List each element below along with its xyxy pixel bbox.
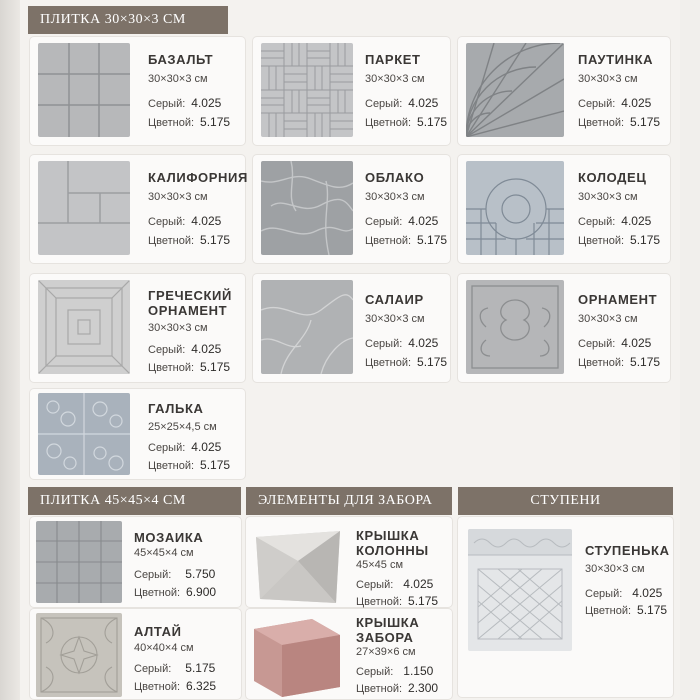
product-name: МОЗАИКА: [134, 530, 204, 545]
price-grey: Серый: 4.025: [356, 577, 434, 591]
price-color: Цветной: 5.175: [148, 360, 231, 374]
section-header-tile45: ПЛИТКА 45×45×4 СМ: [28, 487, 241, 515]
product-card-altay[interactable]: [30, 609, 241, 699]
product-name: ПАУТИНКА: [578, 52, 654, 67]
product-size: 30×30×3 см: [578, 191, 638, 203]
price-grey: Серый: 4.025: [148, 342, 222, 356]
price-color: Цветной: 5.175: [578, 233, 661, 247]
price-color: Цветной: 5.175: [356, 594, 439, 608]
price-color: Цветной: 5.175: [578, 355, 661, 369]
oblako-tile-image: [261, 161, 353, 255]
price-grey: Серый: 4.025: [365, 214, 439, 228]
product-name: САЛАИР: [365, 292, 424, 307]
grecheskiy-tile-image: [38, 280, 130, 374]
section-header-tile30: ПЛИТКА 30×30×3 СМ: [28, 6, 228, 34]
price-grey: Серый: 5.175: [134, 661, 216, 675]
product-name: ГАЛЬКА: [148, 401, 204, 416]
altay-tile-image: [36, 613, 122, 697]
section-header-steps: СТУПЕНИ: [458, 487, 673, 515]
price-color: Цветной: 5.175: [148, 233, 231, 247]
price-grey: Серый: 4.025: [578, 214, 652, 228]
salair-tile-image: [261, 280, 353, 374]
product-name: БАЗАЛЬТ: [148, 52, 214, 67]
product-size: 30×30×3 см: [585, 563, 645, 575]
page-edge: [0, 0, 20, 700]
price-grey: Серый: 4.025: [148, 96, 222, 110]
parket-tile-image: [261, 43, 353, 137]
bazalt-tile-image: [38, 43, 130, 137]
kryshka-zabora-image: [252, 615, 344, 697]
product-size: 30×30×3 см: [148, 73, 208, 85]
product-size: 25×25×4,5 см: [148, 421, 217, 433]
ornament-tile-image: [466, 280, 564, 374]
product-name: ОРНАМЕНТ: [578, 292, 658, 307]
kryshka-kolonny-image: [252, 521, 344, 607]
product-size: 40×40×4 см: [134, 642, 194, 654]
product-size: 30×30×3 см: [365, 73, 425, 85]
product-size: 30×30×3 см: [365, 313, 425, 325]
product-size: 45×45×4 см: [134, 547, 194, 559]
product-name: КРЫШКА КОЛОННЫ: [356, 528, 429, 558]
stupenka-image: [468, 529, 572, 651]
price-color: Цветной: 6.325: [134, 679, 217, 693]
price-grey: Серый: 4.025: [365, 336, 439, 350]
product-name: ПАРКЕТ: [365, 52, 421, 67]
price-color: Цветной: 5.175: [365, 115, 448, 129]
price-color: Цветной: 5.175: [585, 603, 668, 617]
product-size: 45×45 см: [356, 559, 404, 571]
galka-tile-image: [38, 393, 130, 475]
product-card-galka[interactable]: [30, 389, 245, 479]
product-card-kalifornia[interactable]: [30, 155, 248, 263]
product-card-ornament[interactable]: [458, 274, 670, 382]
section-header-fence: ЭЛЕМЕНТЫ ДЛЯ ЗАБОРА: [246, 487, 452, 515]
price-grey: Серый: 4.025: [365, 96, 439, 110]
price-color: Цветной: 6.900: [134, 585, 217, 599]
price-grey: Серый: 4.025: [578, 96, 652, 110]
product-size: 30×30×3 см: [148, 322, 208, 334]
product-name: КРЫШКА ЗАБОРА: [356, 615, 420, 645]
price-color: Цветной: 5.175: [148, 458, 231, 472]
price-grey: Серый: 4.025: [578, 336, 652, 350]
product-name: ГРЕЧЕСКИЙ ОРНАМЕНТ: [148, 288, 232, 318]
price-color: Цветной: 5.175: [578, 115, 661, 129]
product-card-stupenka[interactable]: [458, 517, 673, 697]
product-name: КАЛИФОРНИЯ: [148, 170, 248, 185]
product-size: 30×30×3 см: [365, 191, 425, 203]
product-size: 27×39×6 см: [356, 646, 416, 658]
product-card-pautinka[interactable]: [458, 37, 670, 145]
product-card-grecheskiy[interactable]: [30, 274, 245, 382]
product-size: 30×30×3 см: [578, 73, 638, 85]
price-color: Цветной: 5.175: [365, 355, 448, 369]
product-card-mozaika[interactable]: [30, 517, 241, 607]
product-name: ОБЛАКО: [365, 170, 425, 185]
product-card-kolodec[interactable]: [458, 155, 670, 263]
product-card-kryshka-zabora[interactable]: [246, 609, 452, 699]
product-card-salair[interactable]: [253, 274, 450, 382]
price-color: Цветной: 5.175: [365, 233, 448, 247]
price-grey: Серый: 4.025: [148, 440, 222, 454]
product-card-bazalt[interactable]: [30, 37, 245, 145]
price-color: Цветной: 5.175: [148, 115, 231, 129]
product-card-oblako[interactable]: [253, 155, 450, 263]
product-name: СТУПЕНЬКА: [585, 543, 670, 558]
price-grey: Серый: 5.750: [134, 567, 216, 581]
product-card-kryshka-kolonny[interactable]: [246, 517, 452, 607]
pautinka-tile-image: [466, 43, 564, 137]
price-grey: Серый: 1.150: [356, 664, 434, 678]
product-card-parket[interactable]: [253, 37, 450, 145]
mozaika-tile-image: [36, 521, 122, 603]
kolodec-tile-image: [466, 161, 564, 255]
price-grey: Серый: 4.025: [585, 586, 663, 600]
product-name: АЛТАЙ: [134, 624, 182, 639]
price-color: Цветной: 2.300: [356, 681, 439, 695]
price-grey: Серый: 4.025: [148, 214, 222, 228]
kalifornia-tile-image: [38, 161, 130, 255]
product-size: 30×30×3 см: [148, 191, 208, 203]
product-name: КОЛОДЕЦ: [578, 170, 647, 185]
product-size: 30×30×3 см: [578, 313, 638, 325]
